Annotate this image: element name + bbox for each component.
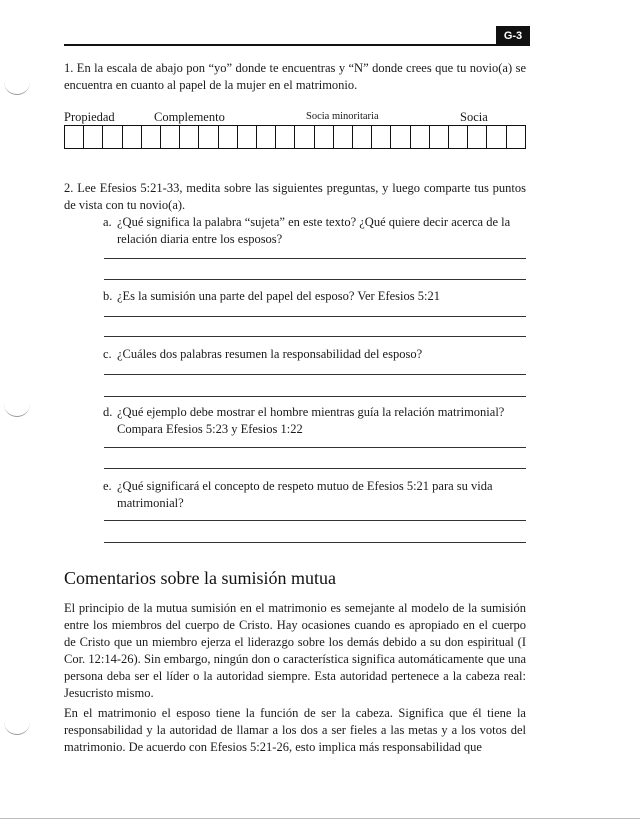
binder-hole-mark bbox=[4, 80, 30, 95]
answer-line[interactable] bbox=[104, 542, 526, 543]
header-rule bbox=[64, 44, 512, 46]
scale-label-propiedad: Propiedad bbox=[64, 110, 115, 124]
scale-cell[interactable] bbox=[123, 126, 142, 148]
scan-edge bbox=[0, 818, 640, 819]
question-2b-text: ¿Es la sumisión una parte del papel del esposo? Ver Efesios 5:21 bbox=[117, 289, 440, 303]
scale-cell[interactable] bbox=[372, 126, 391, 148]
scale-cell[interactable] bbox=[103, 126, 122, 148]
question-2-text: 2. Lee Efesios 5:21-33, medita sobre las siguientes preguntas, y luego comparte tus puntos de vista con tu novio(a). bbox=[64, 181, 526, 212]
scale-cell[interactable] bbox=[219, 126, 238, 148]
scale-cell[interactable] bbox=[295, 126, 314, 148]
page-number-tab: G-3 bbox=[496, 26, 530, 46]
answer-line[interactable] bbox=[104, 520, 526, 521]
scale-cell[interactable] bbox=[391, 126, 410, 148]
scale-cell[interactable] bbox=[84, 126, 103, 148]
answer-line[interactable] bbox=[104, 258, 526, 259]
answer-line[interactable] bbox=[104, 468, 526, 469]
question-2e-text: ¿Qué significará el concepto de respeto mutuo de Efesios 5:21 para su vida matrimonial? bbox=[117, 479, 493, 510]
question-2c bbox=[103, 346, 527, 363]
scale-cell[interactable] bbox=[334, 126, 353, 148]
scale-cell[interactable] bbox=[353, 126, 372, 148]
scale-cell[interactable] bbox=[238, 126, 257, 148]
scale-cell[interactable] bbox=[180, 126, 199, 148]
question-1-text: 1. En la escala de abajo pon “yo” donde te encuentras y “N” donde crees que tu novio(a) se encuentra en cuanto al papel de la mujer en el matrimonio. bbox=[64, 61, 526, 92]
binder-hole-mark bbox=[4, 720, 30, 735]
answer-line[interactable] bbox=[104, 447, 526, 448]
scale-cell[interactable] bbox=[487, 126, 506, 148]
section-paragraph-2: En el matrimonio el esposo tiene la función de ser la cabeza. Significa que él tiene la responsabilidad y la autoridad de llamar a los dos a ser fieles a las metas y a los votos del matrimonio. De acuerdo con Efesios 5:21-26, esto implica más responsabilidad que bbox=[64, 706, 526, 754]
question-2c-text: ¿Cuáles dos palabras resumen la responsabilidad del esposo? bbox=[117, 347, 423, 361]
question-2d bbox=[103, 404, 527, 438]
scale-cell[interactable] bbox=[142, 126, 161, 148]
answer-line[interactable] bbox=[104, 396, 526, 397]
question-2a bbox=[103, 214, 527, 248]
scale-cell[interactable] bbox=[507, 126, 525, 148]
question-2a-text: ¿Qué significa la palabra “sujeta” en este texto? ¿Qué quiere decir acerca de la relación diaria entre los esposos? bbox=[117, 215, 511, 246]
scale-label-socia-minoritaria: Socia minoritaria bbox=[306, 111, 379, 122]
answer-line[interactable] bbox=[104, 336, 526, 337]
question-2b-letter: b. bbox=[103, 289, 113, 303]
scale-cell[interactable] bbox=[411, 126, 430, 148]
scale-cell[interactable] bbox=[449, 126, 468, 148]
question-2a-letter: a. bbox=[103, 215, 112, 229]
question-2d-letter: d. bbox=[103, 405, 113, 419]
role-scale[interactable] bbox=[64, 125, 526, 149]
question-2d-text: ¿Qué ejemplo debe mostrar el hombre mientras guía la relación matrimonial? Compara Efesios 5:23 y Efesios 1:22 bbox=[117, 405, 505, 436]
answer-line[interactable] bbox=[104, 279, 526, 280]
question-2c-letter: c. bbox=[103, 347, 112, 361]
scale-cell[interactable] bbox=[315, 126, 334, 148]
question-2e-letter: e. bbox=[103, 479, 112, 493]
section-paragraph-1: El principio de la mutua sumisión en el matrimonio es semejante al modelo de la sumisión entre los miembros del cuerpo de Cristo. Hay ocasiones cuando es apropiado en el cuerpo de Cristo que un miembro ejerza el liderazgo sobre los demás debido a su don espiritual (I Cor. 12:14-26). Sin embargo, ningún don o característica significa automáticamente que una persona deba ser el líder o la autoridad siempre. Esta autoridad pertenece a la cabeza real: Jesucristo mismo. bbox=[64, 601, 526, 700]
scale-cell[interactable] bbox=[468, 126, 487, 148]
answer-line[interactable] bbox=[104, 374, 526, 375]
binder-hole-mark bbox=[4, 402, 30, 417]
answer-line[interactable] bbox=[104, 316, 526, 317]
scale-cell[interactable] bbox=[276, 126, 295, 148]
question-2b bbox=[103, 288, 527, 305]
question-2e bbox=[103, 478, 527, 512]
scale-label-complemento: Complemento bbox=[154, 110, 225, 124]
scale-cell[interactable] bbox=[65, 126, 84, 148]
scale-cell[interactable] bbox=[430, 126, 449, 148]
scale-cell[interactable] bbox=[199, 126, 218, 148]
scale-labels bbox=[64, 110, 526, 126]
scale-cell[interactable] bbox=[257, 126, 276, 148]
scale-cell[interactable] bbox=[161, 126, 180, 148]
section-title: Comentarios sobre la sumisión mutua bbox=[64, 568, 336, 588]
scale-label-socia: Socia bbox=[460, 110, 488, 124]
